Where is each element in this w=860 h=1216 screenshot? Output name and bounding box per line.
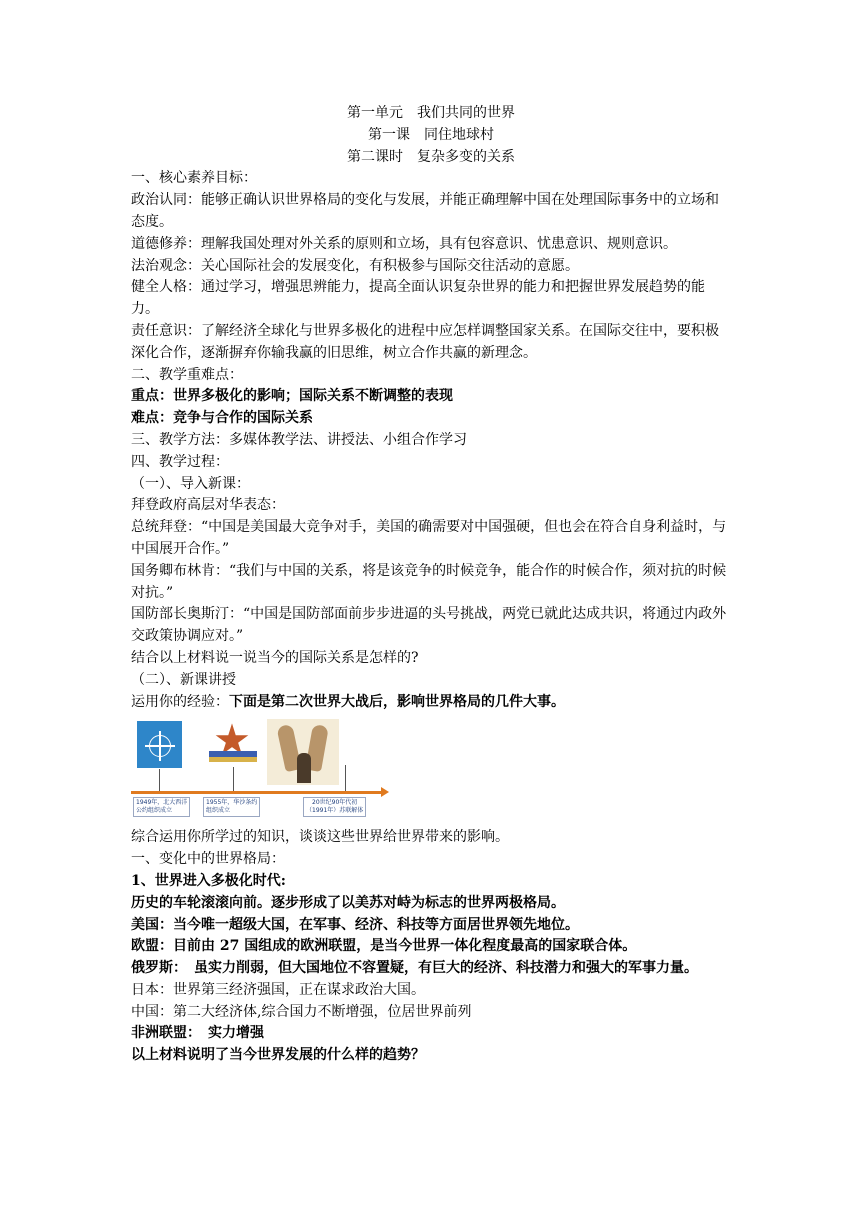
japan-line: 日本：世界第三经济强国，正在谋求政治大国。 <box>131 981 425 998</box>
newlesson-heading: （二）、新课讲授 <box>131 671 236 688</box>
subsection-heading: 1、世界进入多极化时代: <box>131 872 286 889</box>
process-heading: 四、教学过程： <box>131 453 229 470</box>
intro-heading: （一）、导入新课： <box>131 475 250 492</box>
history-line: 历史的车轮滚滚向前。逐步形成了以美苏对峙为标志的世界两极格局。 <box>131 894 565 911</box>
timeline-axis <box>131 791 381 794</box>
warsaw-pact-emblem-image <box>209 723 257 767</box>
experience-line <box>131 692 731 714</box>
goal-responsibility: 责任意识：了解经济全球化与世界多极化的进程中应怎样调整国家关系。在国际交往中，要积极深化合作，逐渐摒弃你输我赢的旧思维，树立合作共赢的新理念。 <box>131 322 719 361</box>
lesson-title: 第一课 同住地球村 <box>368 126 494 143</box>
soviet-collapse-image <box>267 719 339 785</box>
goal-law: 法治观念：关心国际社会的发展变化，有积极参与国际交往活动的意愿。 <box>131 257 579 274</box>
teaching-methods: 三、教学方法：多媒体教学法、讲授法、小组合作学习 <box>131 431 467 448</box>
eu-line: 欧盟：目前由 27 国组成的欧洲联盟，是当今世界一体化程度最高的国家联合体。 <box>131 938 637 955</box>
goal-moral: 道德修养：理解我国处理对外关系的原则和立场，具有包容意识、忧患意识、规则意识。 <box>131 235 677 252</box>
key-focus: 重点：世界多极化的影响；国际关系不断调整的表现 <box>131 388 453 405</box>
key-difficulty: 难点：竞争与合作的国际关系 <box>131 410 313 427</box>
usa-line: 美国：当今唯一超级大国，在军事、经济、科技等方面居世界领先地位。 <box>131 916 579 933</box>
unit-title: 第一单元 我们共同的世界 <box>347 105 515 121</box>
intro-lead: 拜登政府高层对华表态： <box>131 497 285 514</box>
quote-austin: 国防部长奥斯汀：“中国是国防部面前步步进逼的头号挑战，两党已就此达成共识，将通过内政外交政策协调应对。” <box>131 606 727 645</box>
quote-biden: 总统拜登：“中国是美国最大竞争对手，美国的确需要对中国强硬，但也会在符合自身利益时，与中国展开合作。” <box>131 519 727 557</box>
document-page <box>131 103 731 1067</box>
experience-prefix: 运用你的经验： <box>131 693 229 710</box>
nato-flag-image <box>137 721 182 768</box>
key-heading: 二、教学重难点： <box>131 366 243 383</box>
discuss-prompt: 综合运用你所学过的知识，谈谈这些世界给世界带来的影响。 <box>131 829 509 846</box>
quote-blinken: 国务卿布林肯：“我们与中国的关系，将是该竞争的时候竞争，能合作的时候合作，须对抗的时候对抗。” <box>131 562 727 601</box>
goals-heading: 一、核心素养目标： <box>131 170 257 187</box>
timeline-label-1949: 1949年，北大西洋 公约组织成立 <box>133 797 190 817</box>
timeline-label-1991: 20世纪90年代初 （1991年）苏联解体 <box>303 797 366 817</box>
africa-line: 非洲联盟： 实力增强 <box>131 1025 264 1042</box>
experience-bold: 下面是第二次世界大战后，影响世界格局的几件大事。 <box>229 693 565 710</box>
period-title: 第二课时 复杂多变的关系 <box>347 148 515 165</box>
timeline-label-1955: 1955年，华沙条约 组织成立 <box>203 797 260 817</box>
goal-political: 政治认同：能够正确认识世界格局的变化与发展，并能正确理解中国在处理国际事务中的立场和态度。 <box>131 192 719 230</box>
intro-question: 结合以上材料说一说当今的国际关系是怎样的? <box>131 649 419 666</box>
history-timeline-image <box>131 719 391 815</box>
russia-line: 俄罗斯： 虽实力削弱，但大国地位不容置疑，有巨大的经济、科技潜力和强大的军事力量。 <box>131 960 698 977</box>
trend-question: 以上材料说明了当今世界发展的什么样的趋势？ <box>131 1047 425 1064</box>
china-line: 中国：第二大经济体,综合国力不断增强，位居世界前列 <box>131 1003 472 1020</box>
section-heading: 一、变化中的世界格局： <box>131 851 285 868</box>
goal-personality: 健全人格：通过学习，增强思辨能力，提高全面认识复杂世界的能力和把握世界发展趋势的能力。 <box>131 279 705 318</box>
